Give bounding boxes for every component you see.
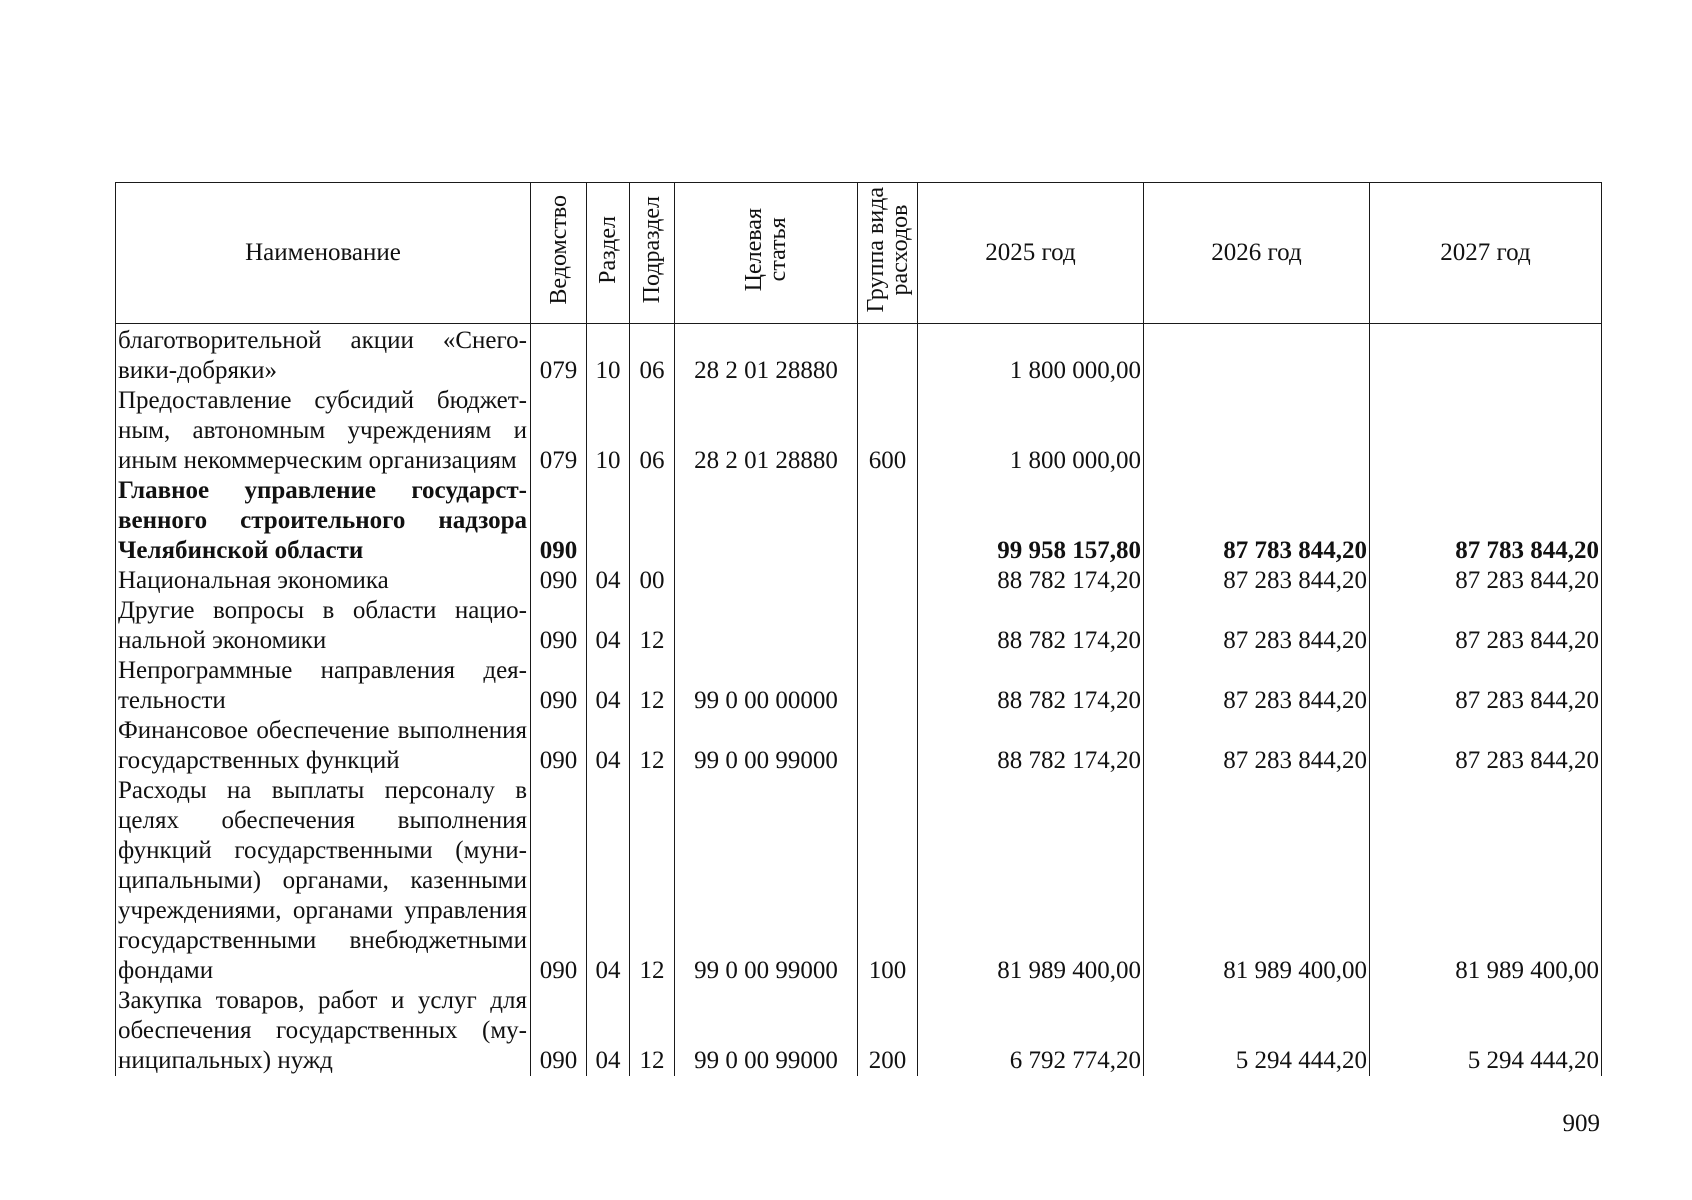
row-amount-2026: 87 783 844,20: [1144, 476, 1370, 566]
row-article: 99 0 00 00000: [675, 656, 858, 716]
row-section: [587, 476, 630, 566]
row-article: 28 2 01 28880: [675, 386, 858, 476]
row-group: [858, 324, 918, 387]
row-department: 090: [531, 596, 587, 656]
header-year-2026: [1144, 183, 1370, 324]
table-row: [116, 656, 1602, 716]
row-group: 600: [858, 386, 918, 476]
table-row: [116, 324, 1602, 387]
row-department: 090: [531, 776, 587, 986]
row-subsection: 12: [630, 716, 675, 776]
header-target-article-label: [742, 208, 790, 291]
row-amount-2025: 88 782 174,20: [918, 596, 1144, 656]
row-section: 04: [587, 776, 630, 986]
row-article: [675, 476, 858, 566]
row-amount-2026: 5 294 444,20: [1144, 986, 1370, 1076]
row-group: [858, 566, 918, 596]
row-section: 04: [587, 716, 630, 776]
table-row: [116, 776, 1602, 986]
header-year-2027: [1370, 183, 1602, 324]
row-amount-2027: 87 283 844,20: [1370, 716, 1602, 776]
row-subsection: 00: [630, 566, 675, 596]
row-name: Другие вопросы в области национальной экономики: [116, 596, 531, 656]
row-department: 079: [531, 386, 587, 476]
row-amount-2026: 87 283 844,20: [1144, 566, 1370, 596]
header-expense-group-line2: расходов: [886, 204, 913, 295]
row-subsection: [630, 476, 675, 566]
row-subsection: 12: [630, 656, 675, 716]
row-amount-2027: 81 989 400,00: [1370, 776, 1602, 986]
header-year-2027-label: 2027 год: [1440, 239, 1531, 266]
header-subsection-label: Подраздел: [639, 195, 665, 304]
table-row: [116, 386, 1602, 476]
row-amount-2027: 87 283 844,20: [1370, 566, 1602, 596]
row-amount-2026: 87 283 844,20: [1144, 656, 1370, 716]
row-name: Закупка товаров, работ и услуг для обеспечения государственных (муниципальных) нужд: [116, 986, 531, 1076]
row-article: 99 0 00 99000: [675, 986, 858, 1076]
row-article: 99 0 00 99000: [675, 716, 858, 776]
budget-table: [115, 182, 1602, 1076]
row-amount-2027: [1370, 386, 1602, 476]
header-year-2025: [918, 183, 1144, 324]
header-expense-group: [858, 183, 918, 324]
row-name: Предоставление субсидий бюджетным, автономным учреждениям и иным некоммерческим организациям: [116, 386, 531, 476]
row-subsection: 06: [630, 386, 675, 476]
row-article: 99 0 00 99000: [675, 776, 858, 986]
table-body: [116, 324, 1602, 1077]
row-amount-2025: 99 958 157,80: [918, 476, 1144, 566]
row-subsection: 06: [630, 324, 675, 387]
row-amount-2025: 6 792 774,20: [918, 986, 1144, 1076]
header-name: [116, 183, 531, 324]
row-subsection: 12: [630, 986, 675, 1076]
row-group: [858, 716, 918, 776]
row-amount-2027: [1370, 324, 1602, 387]
row-amount-2026: [1144, 324, 1370, 387]
row-group: 200: [858, 986, 918, 1076]
table-row: [116, 986, 1602, 1076]
header-department-label: Ведомство: [545, 194, 572, 305]
header-name-label: Наименование: [245, 239, 401, 266]
row-section: 10: [587, 324, 630, 387]
row-amount-2026: 87 283 844,20: [1144, 716, 1370, 776]
row-article: 28 2 01 28880: [675, 324, 858, 387]
row-subsection: 12: [630, 776, 675, 986]
table-row-agency-total: [116, 476, 1602, 566]
row-department: 090: [531, 476, 587, 566]
row-article: [675, 566, 858, 596]
row-amount-2025: 88 782 174,20: [918, 656, 1144, 716]
table-row: [116, 716, 1602, 776]
row-department: 090: [531, 986, 587, 1076]
row-name: Непрограммные направления деятельности: [116, 656, 531, 716]
row-group: [858, 476, 918, 566]
header-section-label: Раздел: [595, 215, 621, 284]
row-amount-2025: 1 800 000,00: [918, 324, 1144, 387]
row-amount-2025: 88 782 174,20: [918, 566, 1144, 596]
row-department: 090: [531, 716, 587, 776]
header-target-article: [675, 183, 858, 324]
row-name: Национальная экономика: [116, 566, 531, 596]
row-name: благотворительной акции «Снеговики-добряки»: [116, 324, 531, 387]
table-row: [116, 596, 1602, 656]
row-amount-2025: 1 800 000,00: [918, 386, 1144, 476]
row-department: 090: [531, 566, 587, 596]
row-department: 090: [531, 656, 587, 716]
row-group: 100: [858, 776, 918, 986]
header-target-article-line1: Целевая: [741, 207, 767, 292]
header-expense-group-line1: Группа вида: [862, 186, 889, 313]
row-section: 10: [587, 386, 630, 476]
row-department: 079: [531, 324, 587, 387]
row-group: [858, 596, 918, 656]
budget-table-sheet: [115, 182, 1601, 1076]
row-subsection: 12: [630, 596, 675, 656]
header-department: [531, 183, 587, 324]
header-year-2026-label: 2026 год: [1211, 239, 1302, 266]
row-amount-2027: 87 283 844,20: [1370, 656, 1602, 716]
row-amount-2025: 81 989 400,00: [918, 776, 1144, 986]
row-amount-2026: 81 989 400,00: [1144, 776, 1370, 986]
row-amount-2027: 87 283 844,20: [1370, 596, 1602, 656]
header-section: [587, 183, 630, 324]
row-name: Расходы на выплаты персоналу в целях обеспечения выполнения функций государственными (муниципальными) органами, казенными учреждениями, органами управления государственными внебюджетными фондами: [116, 776, 531, 986]
row-group: [858, 656, 918, 716]
row-section: 04: [587, 656, 630, 716]
row-amount-2025: 88 782 174,20: [918, 716, 1144, 776]
table-row: [116, 566, 1602, 596]
row-section: 04: [587, 566, 630, 596]
row-amount-2027: 87 783 844,20: [1370, 476, 1602, 566]
row-amount-2027: 5 294 444,20: [1370, 986, 1602, 1076]
page-number: 909: [1562, 1110, 1600, 1137]
row-section: 04: [587, 986, 630, 1076]
row-amount-2026: [1144, 386, 1370, 476]
table-header: [116, 183, 1602, 324]
header-expense-group-label: [864, 187, 912, 312]
row-section: 04: [587, 596, 630, 656]
row-name: Финансовое обеспечение выполнения государственных функций: [116, 716, 531, 776]
header-target-article-line2: статья: [765, 217, 791, 282]
header-subsection: [630, 183, 675, 324]
row-name: Главное управление государственного строительного надзора Челябинской области: [116, 476, 531, 566]
header-row: [116, 183, 1602, 324]
row-amount-2026: 87 283 844,20: [1144, 596, 1370, 656]
row-article: [675, 596, 858, 656]
header-year-2025-label: 2025 год: [985, 239, 1076, 266]
